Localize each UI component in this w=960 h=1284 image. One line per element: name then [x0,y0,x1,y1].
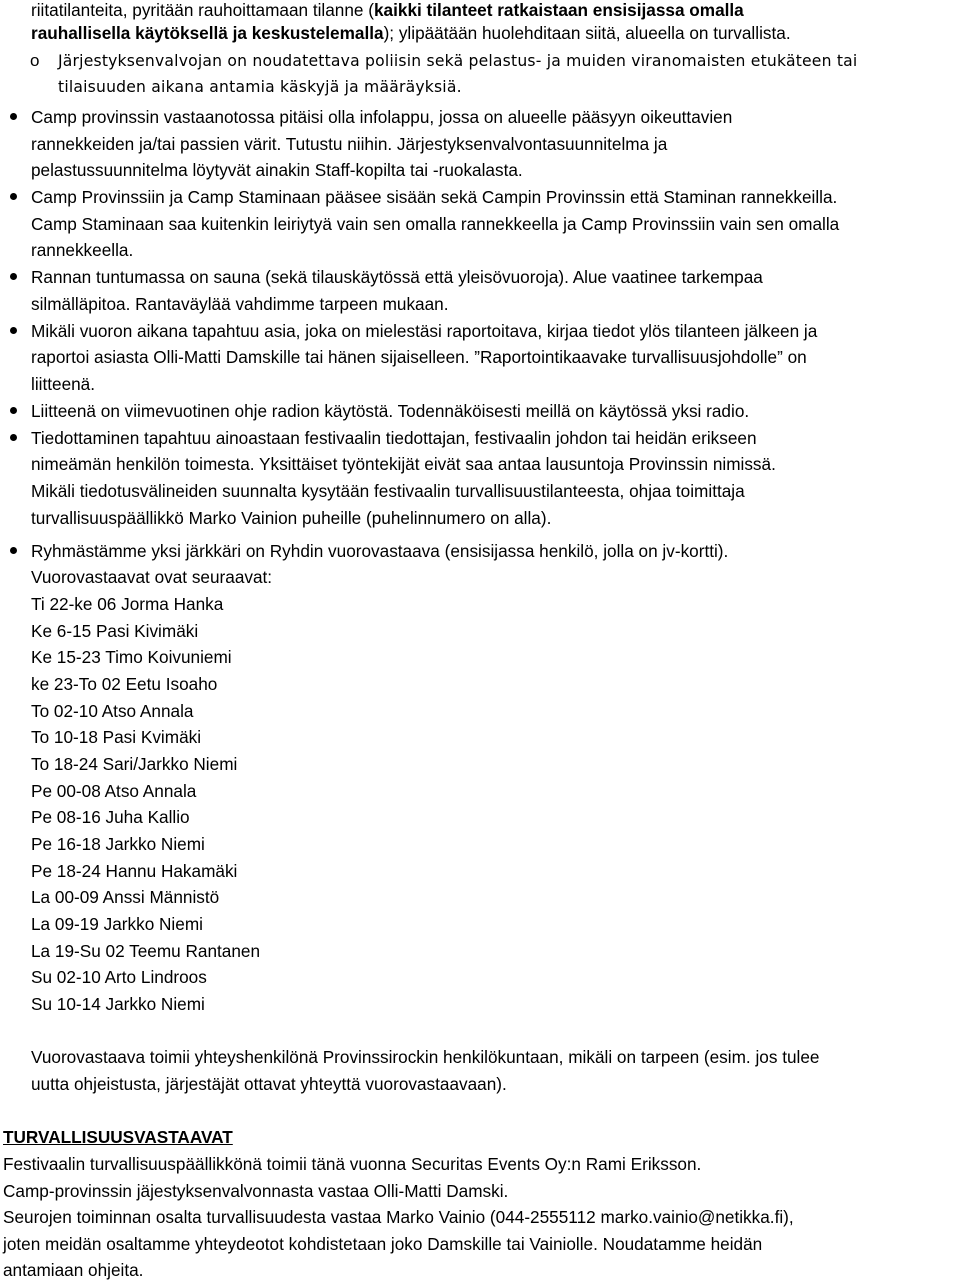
text-line: Camp Provinssiin ja Camp Staminaan pääsee sisään sekä Campin Provinssin että Staminan rannekkeilla. [31,187,838,207]
bullet-icon [10,113,17,120]
text-line: Vuorovastaavat ovat seuraavat: [31,567,273,587]
bullet-icon [10,327,17,334]
shift-item: To 10-18 Pasi Kvimäki [31,727,202,747]
bullet-icon [10,273,17,280]
text-line: pelastussuunnitelma löytyvät ainakin Staff-kopilta tai -ruokalasta. [31,160,523,180]
bullet-icon [10,407,17,414]
text-line: liitteenä. [31,374,96,394]
bullet-icon [10,547,17,554]
text-line: antamiaan ohjeita. [3,1260,144,1280]
shift-item: Pe 00-08 Atso Annala [31,781,197,801]
shift-item: Pe 16-18 Jarkko Niemi [31,834,205,854]
text-line: Rannan tuntumassa on sauna (sekä tilauskäytössä että yleisövuoroja). Alue vaatinee tarkempaa [31,267,763,287]
bullet-icon [10,434,17,441]
shift-item: Pe 18-24 Hannu Hakamäki [31,861,238,881]
text-line: Ryhmästämme yksi järkkäri on Ryhdin vuorovastaava (ensisijassa henkilö, jolla on jv-kortti). [31,541,729,561]
shift-item: La 09-19 Jarkko Niemi [31,914,203,934]
sub-bullet-icon: o [30,51,40,70]
text-line: nimeämän henkilön toimesta. Yksittäiset työntekijät eivät saa antaa lausuntoja Provinssin nimissä. [31,454,776,474]
bullet-icon [10,193,17,200]
shift-item: La 00-09 Anssi Männistö [31,887,220,907]
shift-item: Ti 22-ke 06 Jorma Hanka [31,594,224,614]
text-line: Mikäli tiedotusvälineiden suunnalta kysytään festivaalin turvallisuustilanteesta, ohjaa toimittaja [31,481,745,501]
shift-item: Pe 08-16 Juha Kallio [31,807,190,827]
text-line: Camp-provinssin jäjestyksenvalvonnasta vastaa Olli-Matti Damski. [3,1181,509,1201]
shift-item: La 19-Su 02 Teemu Rantanen [31,941,261,961]
shift-item: Su 02-10 Arto Lindroos [31,967,207,987]
text-line: turvallisuuspäällikkö Marko Vainion puheille (puhelinnumero on alla). [31,508,552,528]
text-line: Festivaalin turvallisuuspäällikkönä toimii tänä vuonna Securitas Events Oy:n Rami Eriksson. [3,1154,702,1174]
bold-text: kaikki tilanteet ratkaistaan ensisijassa omalla [374,0,744,20]
bold-text: rauhallisella käytöksellä ja keskustelemalla [31,23,384,43]
text-line: rannekkeiden ja/tai passien värit. Tutustu niihin. Järjestyksenvalvontasuunnitelma ja [31,134,668,154]
text-line: raportoi asiasta Olli-Matti Damskille tai hänen sijaiselleen. ”Raportointikaavake turvallisuusjohdolle” on [31,347,807,367]
text-line: silmälläpitoa. Rantaväylää vahdimme tarpeen mukaan. [31,294,449,314]
text-line: riitatilanteita, pyritään rauhoittamaan tilanne (kaikki tilanteet ratkaistaan ensisijassa omalla [31,0,744,20]
shift-item: Su 10-14 Jarkko Niemi [31,994,205,1014]
text-line: Mikäli vuoron aikana tapahtuu asia, joka on mielestäsi raportoitava, kirjaa tiedot ylös tilanteen jälkeen ja [31,321,818,341]
text-line: Tiedottaminen tapahtuu ainoastaan festivaalin tiedottajan, festivaalin johdon tai heidän erikseen [31,428,757,448]
text-line: Vuorovastaava toimii yhteyshenkilönä Provinssirockin henkilökuntaan, mikäli on tarpeen (esim. jos tulee [31,1047,820,1067]
section-heading: TURVALLISUUSVASTAAVAT [3,1127,233,1147]
text-line: Seurojen toiminnan osalta turvallisuudesta vastaa Marko Vainio (044-2555112 marko.vainio@netikka.fi), [3,1207,794,1227]
text-line: Camp Staminaan saa kuitenkin leiriytyä vain sen omalla rannekkeella ja Camp Provinssiin vain sen omalla [31,214,840,234]
text-line: Liitteenä on viimevuotinen ohje radion käytöstä. Todennäköisesti meillä on käytössä yksi radio. [31,401,750,421]
shift-item: Ke 15-23 Timo Koivuniemi [31,647,232,667]
text-line: rannekkeella. [31,240,134,260]
text-line: joten meidän osaltamme yhteydeotot kohdistetaan joko Damskille tai Vainiolle. Noudatamme heidän [3,1234,763,1254]
text-line: Järjestyksenvalvojan on noudatettava poliisin sekä pelastus- ja muiden viranomaisten etukäteen tai [58,52,858,70]
text-line: Camp provinssin vastaanotossa pitäisi olla infolappu, jossa on alueelle pääsyyn oikeuttavien [31,107,733,127]
text-line: rauhallisella käytöksellä ja keskustelemalla); ylipäätään huolehditaan siitä, alueella on turvallista. [31,23,791,43]
shift-item: ke 23-To 02 Eetu Isoaho [31,674,218,694]
shift-item: To 18-24 Sari/Jarkko Niemi [31,754,238,774]
shift-item: To 02-10 Atso Annala [31,701,194,721]
text-line: tilaisuuden aikana antamia käskyjä ja määräyksiä. [58,78,462,96]
shift-item: Ke 6-15 Pasi Kivimäki [31,621,199,641]
text-line: uutta ohjeistusta, järjestäjät ottavat yhteyttä vuorovastaavaan). [31,1074,507,1094]
